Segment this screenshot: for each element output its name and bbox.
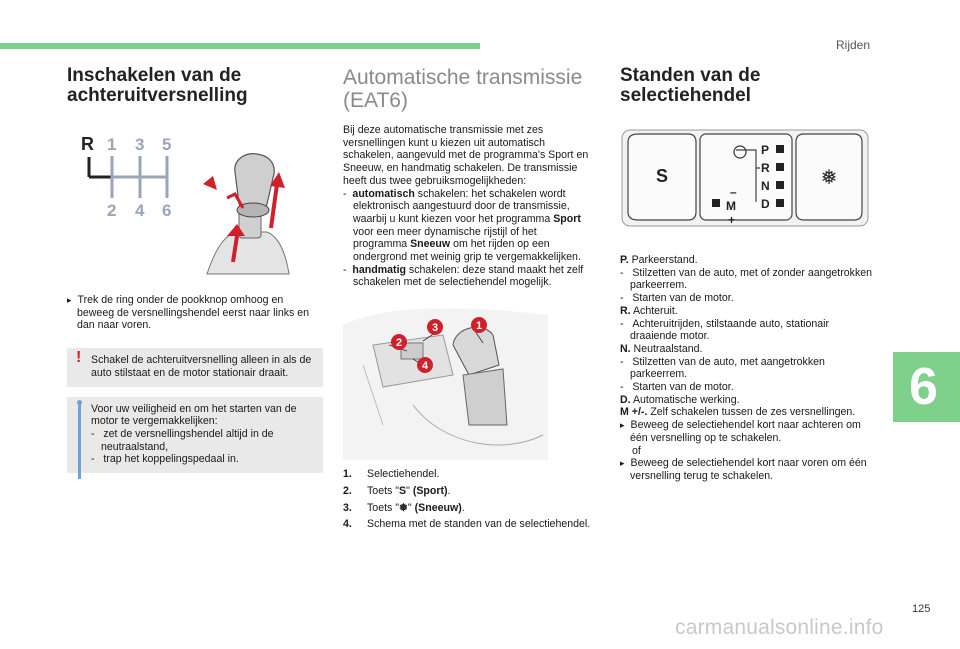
reverse-gear-title: Inschakelen van de achteruitversnelling bbox=[67, 65, 248, 106]
svg-text:–: – bbox=[730, 185, 737, 199]
gearshift-illustration bbox=[67, 124, 323, 284]
warning-icon: ! bbox=[76, 349, 82, 367]
svg-text:R: R bbox=[761, 161, 770, 175]
mode-manual: - handmatig schakelen: deze stand maakt het zelf schakelen met de selectiehendel mogelijk. bbox=[343, 263, 584, 289]
gear-label-2: 2 bbox=[107, 201, 117, 220]
selector-panel-illustration bbox=[620, 124, 870, 234]
gear-label-3: 3 bbox=[135, 135, 145, 154]
info-box: Voor uw veiligheid en om het starten van de motor te vergemakkelijken: - zet de versnellingshendel altijd in de neutraalstand, - trap het koppelingspedaal in. bbox=[67, 397, 323, 474]
selector-positions-column bbox=[620, 66, 875, 483]
position-n-item: - Stilzetten van de auto, met aangetrokken parkeerrem. bbox=[620, 355, 825, 381]
position-p: P. Parkeerstand. bbox=[620, 254, 698, 266]
position-m-item: ▸ Beweeg de selectiehendel kort naar voren om één versnelling terug te schakelen. bbox=[620, 457, 867, 482]
legend-item: 3. Toets "❅" (Sneeuw). bbox=[343, 501, 465, 514]
section-label: Rijden bbox=[836, 38, 871, 52]
info-item: - trap het koppelingspedaal in. bbox=[91, 453, 239, 466]
gear-label-1: 1 bbox=[107, 135, 117, 154]
selector-lever-illustration bbox=[343, 305, 548, 460]
callout-3 bbox=[427, 319, 443, 335]
position-m-or: of bbox=[632, 444, 641, 457]
legend-item: 2. Toets "S" (Sport). bbox=[343, 484, 451, 497]
svg-text:3: 3 bbox=[431, 322, 439, 335]
positions-description bbox=[620, 254, 875, 483]
position-m-item: ▸ Beweeg de selectiehendel kort naar achteren om één versnelling op te schakelen. bbox=[620, 419, 861, 444]
warning-box: ! Schakel de achteruitversnelling alleen in als de auto stilstaat en de motor stationair draait. bbox=[67, 348, 323, 386]
gear-lever-drawing bbox=[203, 154, 289, 274]
svg-text:1: 1 bbox=[475, 320, 483, 333]
gear-label-4: 4 bbox=[135, 201, 145, 220]
page-number: 125 bbox=[912, 603, 931, 615]
callout-2 bbox=[391, 334, 407, 350]
watermark: carmanualsonline.info bbox=[675, 616, 884, 639]
automatic-transmission-column bbox=[343, 66, 593, 535]
snowflake-icon: ❅ bbox=[820, 165, 838, 189]
gear-label-6: 6 bbox=[162, 201, 172, 220]
svg-text:D: D bbox=[761, 197, 770, 211]
eat6-intro: Bij deze automatische transmissie met zes versnellingen kunt u kiezen uit automatisch schakelen, aangevuld met de programma's Sport en Sneeuw, en handmatig schakelen. De transmissie heeft dus twee gebruiksmogelijkheden: bbox=[343, 124, 589, 187]
positions-title: Standen van de selectiehendel bbox=[620, 65, 761, 106]
svg-text:+: + bbox=[728, 213, 736, 227]
snow-button bbox=[796, 134, 862, 220]
gear-label-5: 5 bbox=[162, 135, 172, 154]
svg-text:2: 2 bbox=[395, 337, 403, 350]
callout-1 bbox=[471, 317, 487, 333]
position-d: D. Automatische werking. bbox=[620, 393, 740, 406]
legend-item: 4. Schema met de standen van de selectiehendel. bbox=[343, 518, 591, 531]
svg-text:P: P bbox=[761, 143, 770, 157]
sport-button bbox=[628, 134, 696, 220]
legend-list bbox=[343, 468, 593, 531]
position-p-item: - Starten van de motor. bbox=[620, 292, 734, 305]
callout-4 bbox=[417, 357, 433, 373]
header-accent-bar bbox=[0, 43, 480, 49]
svg-text:4: 4 bbox=[421, 360, 429, 373]
legend-item: 1. Selectiehendel. bbox=[343, 468, 440, 481]
gear-pattern-diagram bbox=[67, 124, 323, 284]
position-r: R. Achteruit. bbox=[620, 304, 678, 317]
info-item: - zet de versnellingshendel altijd in de neutraalstand, bbox=[91, 427, 274, 453]
position-m: M +/-. Zelf schakelen tussen de zes versnellingen. bbox=[620, 406, 856, 419]
gear-label-r: R bbox=[81, 134, 94, 154]
position-n-item: - Starten van de motor. bbox=[620, 381, 734, 394]
reverse-instruction: ▸ Trek de ring onder de pookknop omhoog en beweeg de versnellingshendel eerst naar links en dan naar voren. bbox=[67, 294, 310, 332]
position-r-item: - Achteruitrijden, stilstaande auto, stationair draaiende motor. bbox=[620, 317, 830, 343]
reverse-gear-column bbox=[67, 66, 323, 473]
position-p-item: - Stilzetten van de auto, met of zonder aangetrokken parkeerrem. bbox=[620, 266, 873, 292]
chapter-tab: 6 bbox=[893, 352, 960, 422]
mode-automatic: - automatisch schakelen: het schakelen wordt elektronisch aangestuurd door de transmissie, waarbij u kunt kiezen voor het programma Sport voor een meer dynamische rijstijl of het programma Sneeuw om het rijden op een ondergrond met weinig grip te vergemakkelijken. bbox=[343, 187, 581, 264]
svg-text:N: N bbox=[761, 179, 770, 193]
svg-text:M: M bbox=[726, 199, 736, 213]
position-n: N. Neutraalstand. bbox=[620, 342, 703, 355]
gear-positions-panel bbox=[700, 134, 792, 227]
svg-text:S: S bbox=[655, 166, 669, 186]
eat6-title: Automatische transmissie (EAT6) bbox=[343, 66, 583, 112]
